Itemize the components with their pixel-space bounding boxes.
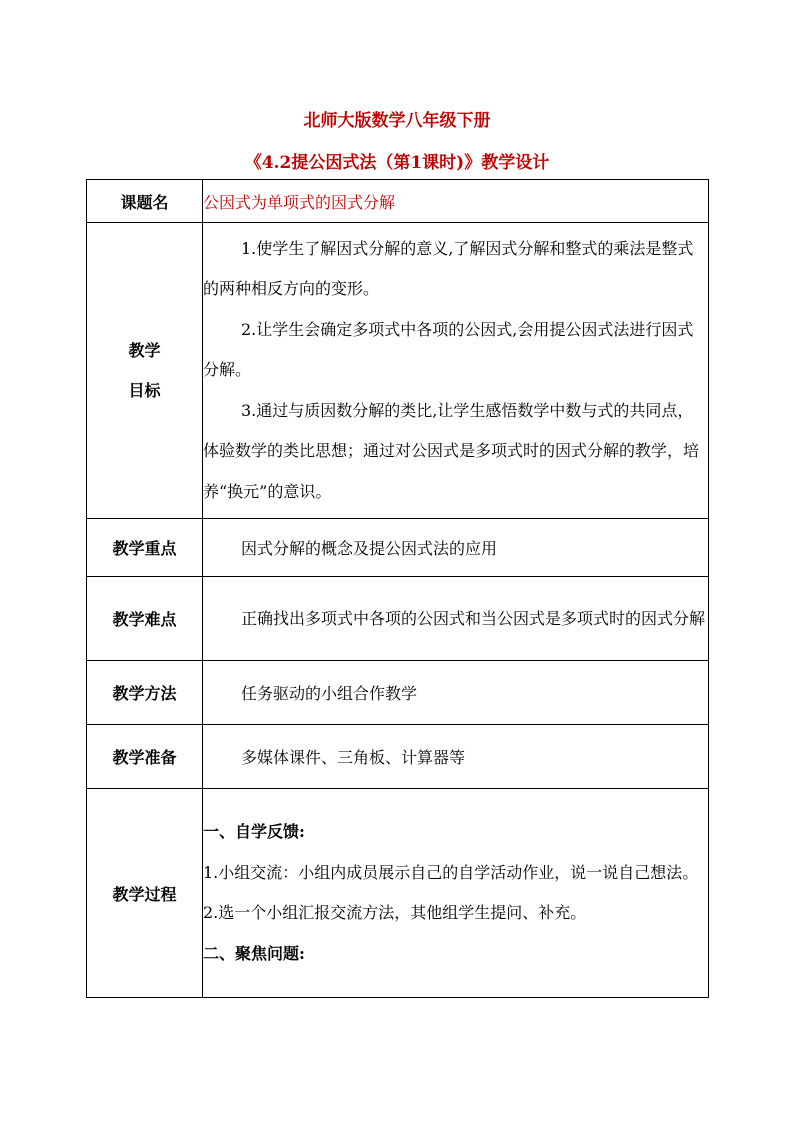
process-step-2: 2.选一个小组汇报交流方法，其他组学生提问、补充。 <box>203 903 587 922</box>
topic-value: 公因式为单项式的因式分解 <box>203 180 709 223</box>
objectives-label-line2: 目标 <box>128 380 161 400</box>
objective-item-1: 1.使学生了解因式分解的意义,了解因式分解和整式的乘法是整式的两种相反方向的变形。 <box>203 238 694 299</box>
objective-item-3: 3.通过与质因数分解的类比,让学生感悟数学中数与式的共同点，体验数学的类比思想；通过对公因式是多项式时的因式分解的教学，培养“换元”的意识。 <box>203 400 700 501</box>
table-row-key-points <box>87 519 709 577</box>
process-step-1: 1.小组交流：小组内成员展示自己的自学活动作业，说一说自己想法。 <box>203 862 699 882</box>
objectives-content <box>203 223 709 519</box>
objectives-label-line1: 教学 <box>128 340 161 360</box>
difficulties-value: 正确找出多项式中各项的公因式和当公因式是多项式时的因式分解 <box>203 577 709 661</box>
document-subtitle: 《4.2提公因式法（第1课时)》教学设计 <box>244 153 550 173</box>
lesson-plan-table <box>86 179 709 998</box>
key-points-label: 教学重点 <box>87 519 203 577</box>
table-row-topic <box>87 180 709 223</box>
table-row-preparation <box>87 725 709 789</box>
table-row-difficulties <box>87 577 709 661</box>
method-label: 教学方法 <box>87 661 203 725</box>
preparation-value: 多媒体课件、三角板、计算器等 <box>203 725 709 789</box>
process-label: 教学过程 <box>87 789 203 998</box>
objectives-label <box>87 223 203 519</box>
objective-item-2: 2.让学生会确定多项式中各项的公因式,会用提公因式法进行因式分解。 <box>203 319 694 380</box>
topic-label: 课题名 <box>87 180 203 223</box>
process-section1-heading: 一、自学反馈: <box>203 822 305 841</box>
table-row-objectives <box>87 223 709 519</box>
table-row-method <box>87 661 709 725</box>
preparation-label: 教学准备 <box>87 725 203 789</box>
key-points-value: 因式分解的概念及提公因式法的应用 <box>203 519 709 577</box>
process-section2-heading: 二、聚焦问题: <box>203 943 305 963</box>
process-content <box>203 789 709 998</box>
document-title: 北师大版数学八年级下册 <box>303 111 491 131</box>
table-row-process <box>87 789 709 998</box>
difficulties-label: 教学难点 <box>87 577 203 661</box>
method-value: 任务驱动的小组合作教学 <box>203 661 709 725</box>
